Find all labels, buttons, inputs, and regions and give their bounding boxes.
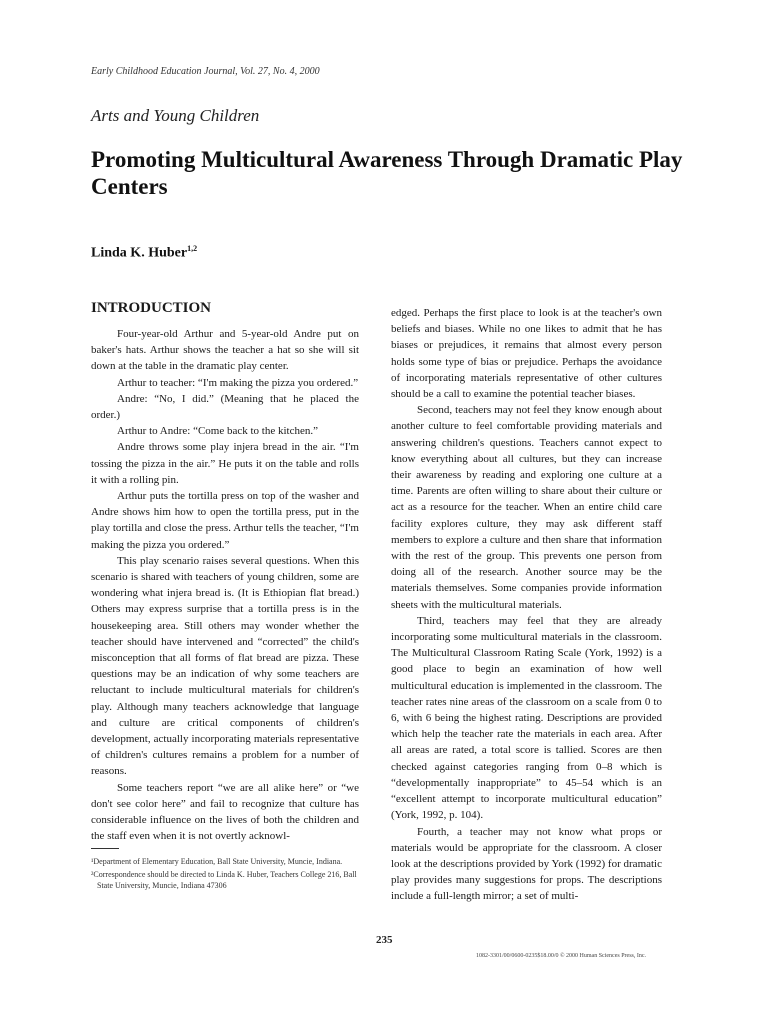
dialog-line: Andre: “No, I did.” (Meaning that he placed the order.)	[91, 392, 359, 422]
article-title: Promoting Multicultural Awareness Through Dramatic Play Centers	[91, 147, 683, 199]
dialog-line: Arthur to Andre: “Come back to the kitchen.”	[117, 425, 318, 438]
footnotes	[91, 856, 359, 893]
footnote: ²Correspondence should be directed to Linda K. Huber, Teachers College 216, Ball State University, Muncie, Indiana 47306	[91, 870, 357, 890]
paragraph: Arthur puts the tortilla press on top of the washer and Andre shows him how to open the tortilla press, put in the play tortilla and close the press. Arthur tells the teacher, “I'm making the pizza you ordered.”	[91, 490, 359, 551]
running-head: Early Childhood Education Journal, Vol. 27, No. 4, 2000	[91, 66, 320, 77]
section-heading: INTRODUCTION	[91, 300, 212, 316]
paragraph: Some teachers report “we are all alike here” or “we don't see color here” and fail to recognize that culture has considerable influence on the lives of both the children and the staff even when it is not overtly acknowl-	[91, 781, 359, 843]
author-footnote-marks: 1,2	[187, 244, 198, 253]
footnote-rule	[91, 848, 119, 849]
page-number: 235	[376, 934, 393, 946]
paragraph: Fourth, a teacher may not know what props or materials would be appropriate for the classroom. A closer look at the descriptions provided by York (1992) for dramatic play provides many suggestions for props. The descriptions include a full-length mirror; a set of multi-	[391, 825, 662, 903]
paragraph: edged. Perhaps the first place to look is at the teacher's own beliefs and biases. While no one likes to admit that he has biases or prejudices, it remains that almost every person holds some type of bias or prejudice. Perhaps the avoidance of incorporating materials representative of other cultures should be a call to examine the potential teacher biases.	[391, 307, 662, 401]
right-column	[391, 305, 662, 905]
paragraph: Second, teachers may not feel they know enough about another culture to feel comfortable providing materials and answering children's questions. Teachers cannot expect to know everything about all cultures, but they can increase their awareness by reading and exploring one culture at a time. Parents are often willing to share about their culture or act as a resource for the teacher. When an entire child care facility explores culture, they may ask different staff members to explore a culture and then share that information with the rest of the group. This prevents one person from doing all of the research. Another source may be the materials themselves. Some companies provide information sheets with the multicultural materials.	[391, 404, 662, 611]
dialog-line: Arthur to teacher: “I'm making the pizza you ordered.”	[117, 376, 359, 389]
author-name: Linda K. Huber	[91, 245, 188, 261]
paragraph: This play scenario raises several questions. When this scenario is shared with teachers of young children, some are wondering what injera bread is. (It is Ethiopian flat bread.) Others may express surprise that a tortilla press is in the housekeeping area. Still others may wonder whether the teacher should have intervened and “corrected” the child's misconception that all forms of flat bread are pizza. These questions may be an indication of why some teachers are reluctant to include multicultural materials for children's play. Although many teachers acknowledge that language and culture are critical components of children's development, actually incorporating materials representative of children's cultures remains a problem for a number of reasons.	[91, 554, 359, 778]
footnote: ¹Department of Elementary Education, Ball State University, Muncie, Indiana.	[91, 857, 343, 866]
left-column	[91, 298, 359, 845]
paragraph: Four-year-old Arthur and 5-year-old Andre put on baker's hats. Arthur shows the teacher a hat so she will sit down at the table in the dramatic play center.	[91, 328, 359, 373]
paragraph: Andre throws some play injera bread in the air. “I'm tossing the pizza in the air.” He puts it on the table and rolls it with a rolling pin.	[91, 441, 359, 486]
author-line	[91, 244, 197, 262]
section-label: Arts and Young Children	[91, 106, 260, 125]
copyright-line: 1082-3301/00/0600-0235$18.00/0 © 2000 Human Sciences Press, Inc.	[476, 953, 647, 959]
paragraph: Third, teachers may feel that they are already incorporating some multicultural materials in the classroom. The Multicultural Classroom Rating Scale (York, 1992) is a good place to begin an examination of how well multicultural education is implemented in the classroom. The teacher rates nine areas of the classroom on a scale from 0 to 6, with 6 being the highest rating. Descriptions are provided which help the teacher rate the materials in each area. After all areas are rated, a total score is tallied. Scores are then checked against categories ranging from 0–8 which is “developmentally inappropriate” to 45–54 which is an “excellent attempt to incorporate multicultural education” (York, 1992, p. 104).	[391, 614, 662, 822]
